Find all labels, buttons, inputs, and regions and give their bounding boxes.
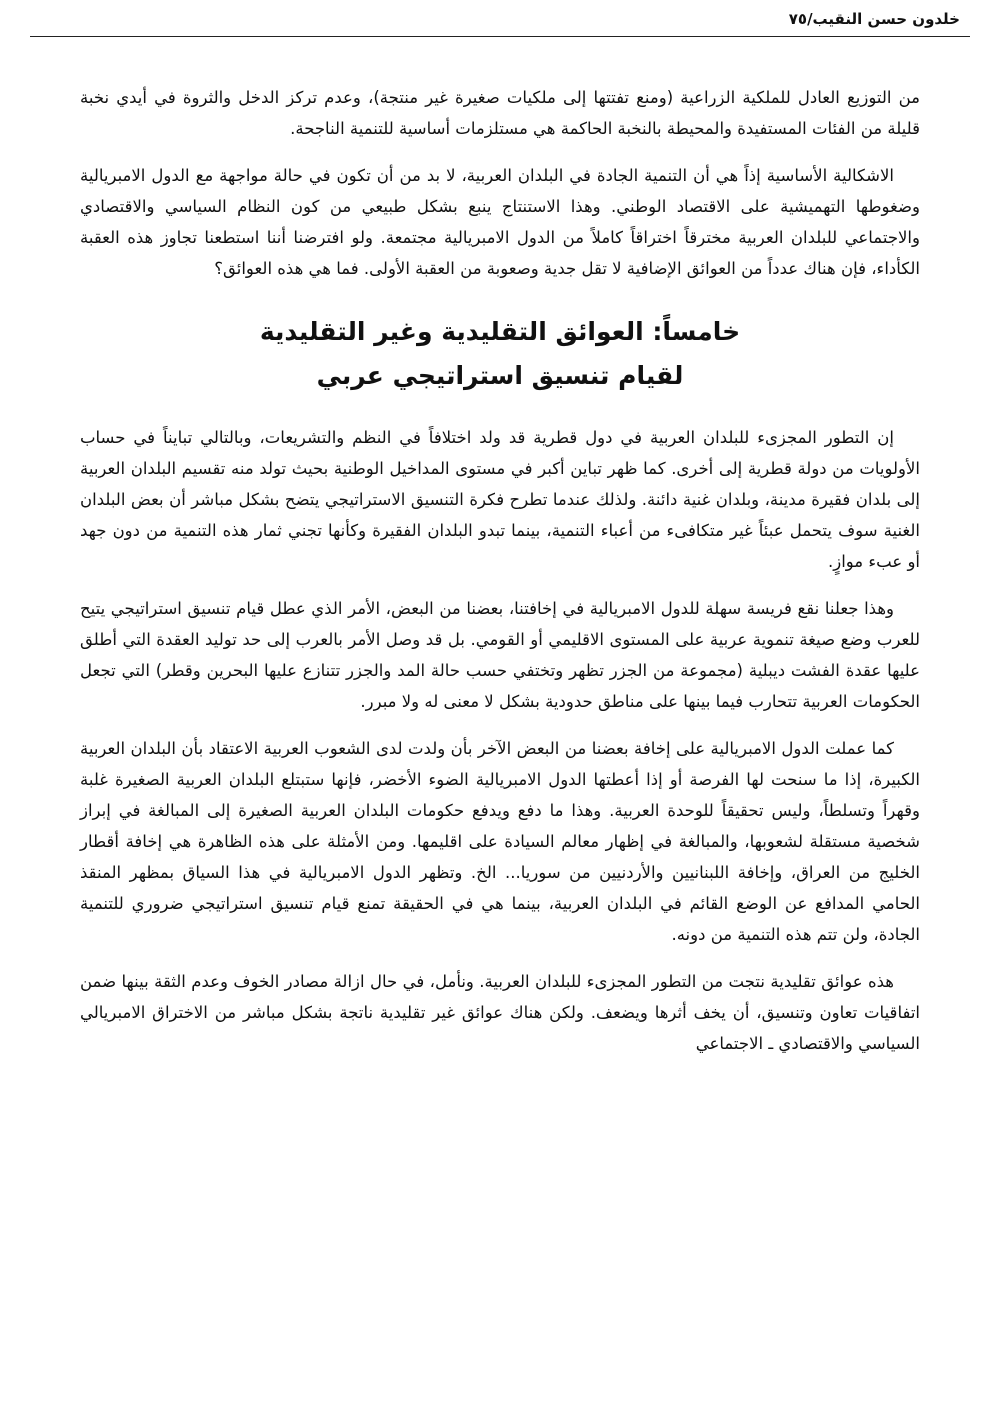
paragraph: كما عملت الدول الامبريالية على إخافة بعضنا من البعض الآخر بأن ولدت لدى الشعوب العربية الاعتقاد بأن البلدان العربية الكبيرة، إذا ما سنحت لها الفرصة أو إذا أعطتها الدول الامبريالية الضوء الأخضر، فإنها ستبتلع البلدان العربية الصغيرة غلبة وقهراً وتسلطاً، وليس تحقيقاً للوحدة العربية. وهذا ما دفع ويدفع حكومات البلدان العربية الصغيرة إلى المبالغة في إبراز شخصية مستقلة لشعوبها، والمبالغة في إظهار معالم السيادة على اقليمها. ومن الأمثلة على هذه الظاهرة هي إخافة أقطار الخليج من العراق، وإخافة اللبنانيين والأردنيين من سوريا... الخ. وتظهر الدول الامبريالية في هذا السياق بمظهر المنقذ الحامي المدافع عن الوضع القائم في البلدان العربية، بينما هي في الحقيقة تمنع قيام تنسيق استراتيجي ضروري للتنمية الجادة، ولن تتم هذه التنمية من دونه. [80,739,920,944]
header-rule [30,36,970,37]
paragraph: إن التطور المجزىء للبلدان العربية في دول قطرية قد ولد اختلافاً في النظم والتشريعات، وبالتالي تبايناً في حساب الأولويات من دولة قطرية إلى أخرى. كما ظهر تباين أكبر في مستوى المداخيل الوطنية بحيث تولد منه تقسيم البلدان العربية إلى بلدان فقيرة مدينة، وبلدان غنية دائنة. ولذلك عندما تطرح فكرة التنسيق الاستراتيجي يتضح بشكل مباشر أن بعض البلدان الغنية سوف يتحمل عبئاً غير متكافىء من أعباء التنمية، بينما تبدو البلدان الفقيرة وكأنها تجني ثمار هذه التنمية من دون جهد أو عبء موازٍ. [80,428,920,571]
running-header: خلدون حسن النقيب/٧٥ [788,10,960,28]
section-heading-line: لقيام تنسيق استراتيجي عربي [316,361,684,390]
paragraph: الاشكالية الأساسية إذاً هي أن التنمية الجادة في البلدان العربية، لا بد من أن تكون في حالة مواجهة مع الدول الامبريالية وضغوطها التهميشية على الاقتصاد الوطني. وهذا الاستنتاج ينبع بشكل طبيعي من كون النظام السياسي والاقتصادي والاجتماعي للبلدان العربية مخترقاً اختراقاً كاملاً من الدول الامبريالية مجتمعة. ولو افترضنا أننا استطعنا تجاوز هذه العقبة الكأداء، فإن هناك عدداً من العوائق الإضافية لا تقل جدية وصعوبة من العقبة الأولى. فما هي هذه العوائق؟ [80,166,920,278]
paragraph: وهذا جعلنا نقع فريسة سهلة للدول الامبريالية في إخافتنا، بعضنا من البعض، الأمر الذي عطل قيام تنسيق استراتيجي يتيح للعرب وضع صيغة تنموية عربية على المستوى الاقليمي أو القومي. بل قد وصل الأمر بالعرب إلى حد توليد العقدة التي أطلق عليها عقدة الفشت ديبلية (مجموعة من الجزر تظهر وتختفي حسب حالة المد والجزر تتنازع عليها البحرين وقطر) التي تجعل الحكومات العربية تتحارب فيما بينها على مناطق حدودية بشكل لا معنى له ولا مبرر. [80,599,920,711]
body-text [80,82,920,1059]
paragraph: هذه عوائق تقليدية نتجت من التطور المجزىء للبلدان العربية. ونأمل، في حال ازالة مصادر الخوف وعدم الثقة بينها ضمن اتفاقيات تعاون وتنسيق، أن يخف أثرها ويضعف. ولكن هناك عوائق غير تقليدية ناتجة بشكل مباشر من الاختراق الامبريالي السياسي والاقتصادي ـ الاجتماعي [80,972,920,1053]
paragraph-continuation: من التوزيع العادل للملكية الزراعية (ومنع تفتتها إلى ملكيات صغيرة غير منتجة)، وعدم تركز الدخل والثروة في أيدي نخبة قليلة من الفئات المستفيدة والمحيطة بالنخبة الحاكمة هي مستلزمات أساسية للتنمية الناجحة. [80,88,920,138]
section-heading [80,310,920,398]
section-heading-line: خامساً: العوائق التقليدية وغير التقليدية [259,317,741,346]
